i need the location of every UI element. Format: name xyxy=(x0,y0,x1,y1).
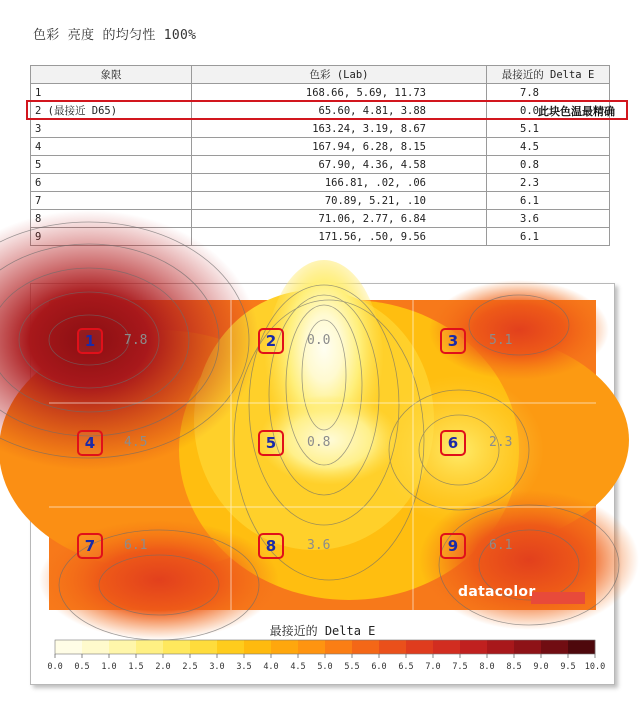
legend-tick-label: 2.0 xyxy=(155,662,171,672)
quadrant-value-1: 7.8 xyxy=(124,333,148,348)
legend-swatch xyxy=(541,640,568,654)
quadrant-value-6: 2.3 xyxy=(489,435,513,450)
quadrant-cell: 4 xyxy=(31,138,192,156)
quadrant-badge-1: 1 xyxy=(77,328,103,354)
quadrant-cell: 2 (最接近 D65) xyxy=(31,102,192,120)
legend-tick-label: 5.5 xyxy=(344,662,360,672)
legend-swatch xyxy=(271,640,298,654)
quadrant-value-3: 5.1 xyxy=(489,333,513,348)
table-row xyxy=(31,84,610,102)
quadrant-badge-4: 4 xyxy=(77,430,103,456)
highlight-note: 此块色温最精确 xyxy=(538,105,615,118)
legend-swatch xyxy=(190,640,217,654)
legend-tick-label: 1.5 xyxy=(128,662,144,672)
quadrant-badge-8: 8 xyxy=(258,533,284,559)
datacolor-logo: datacolor xyxy=(458,584,536,600)
quadrant-badge-7: 7 xyxy=(77,533,103,559)
col-header-lab: 色彩 (Lab) xyxy=(192,66,487,84)
legend-swatch xyxy=(325,640,352,654)
delta-cell: 2.3 xyxy=(487,174,610,192)
quadrant-value-5: 0.8 xyxy=(307,435,331,450)
legend-tick-label: 0.0 xyxy=(47,662,63,672)
legend-swatch xyxy=(487,640,514,654)
legend-swatch xyxy=(163,640,190,654)
page-title: 色彩 亮度 的均匀性 100% xyxy=(33,28,197,43)
lab-cell: 163.24, 3.19, 8.67 xyxy=(192,120,487,138)
legend-swatch xyxy=(514,640,541,654)
lab-cell: 168.66, 5.69, 11.73 xyxy=(192,84,487,102)
legend-tick-label: 8.5 xyxy=(506,662,522,672)
quadrant-badge-6: 6 xyxy=(440,430,466,456)
quadrant-badge-5: 5 xyxy=(258,430,284,456)
lab-cell: 67.90, 4.36, 4.58 xyxy=(192,156,487,174)
delta-cell: 5.1 xyxy=(487,120,610,138)
legend-tick-label: 2.5 xyxy=(182,662,198,672)
lab-cell: 71.06, 2.77, 6.84 xyxy=(192,210,487,228)
quadrant-cell: 6 xyxy=(31,174,192,192)
quadrant-badge-3: 3 xyxy=(440,328,466,354)
legend-swatch xyxy=(82,640,109,654)
quadrant-badge-2: 2 xyxy=(258,328,284,354)
legend-tick-label: 7.0 xyxy=(425,662,441,672)
legend-swatch xyxy=(406,640,433,654)
legend-tick-label: 6.5 xyxy=(398,662,414,672)
legend-swatch xyxy=(244,640,271,654)
legend-tick-label: 7.5 xyxy=(452,662,468,672)
legend-tick-label: 4.5 xyxy=(290,662,306,672)
legend-tick-label: 5.0 xyxy=(317,662,333,672)
legend-tick-label: 0.5 xyxy=(74,662,90,672)
delta-cell: 6.1 xyxy=(487,192,610,210)
quadrant-cell: 3 xyxy=(31,120,192,138)
legend-tick-label: 9.5 xyxy=(560,662,576,672)
table-row xyxy=(31,138,610,156)
legend-swatch xyxy=(352,640,379,654)
legend-swatch xyxy=(379,640,406,654)
lab-cell: 167.94, 6.28, 8.15 xyxy=(192,138,487,156)
legend-tick-label: 3.0 xyxy=(209,662,225,672)
quadrant-value-2: 0.0 xyxy=(307,333,331,348)
legend-tick-label: 6.0 xyxy=(371,662,387,672)
quadrant-value-9: 6.1 xyxy=(489,538,513,553)
table-header-row xyxy=(31,66,610,84)
legend-swatch xyxy=(109,640,136,654)
table-row xyxy=(31,156,610,174)
legend-tick-label: 8.0 xyxy=(479,662,495,672)
uniformity-report-panel xyxy=(30,283,615,685)
legend-tick-label: 10.0 xyxy=(584,662,606,672)
legend-tick-label: 3.5 xyxy=(236,662,252,672)
table-row xyxy=(31,174,610,192)
delta-cell: 0.0 xyxy=(487,102,610,120)
legend-tick-label: 4.0 xyxy=(263,662,279,672)
lab-cell: 65.60, 4.81, 3.88 xyxy=(192,102,487,120)
legend-swatch xyxy=(433,640,460,654)
lab-cell: 70.89, 5.21, .10 xyxy=(192,192,487,210)
legend-swatch xyxy=(136,640,163,654)
legend-swatch xyxy=(55,640,82,654)
legend-title: 最接近的 Delta E xyxy=(269,624,376,638)
quadrant-value-8: 3.6 xyxy=(307,538,331,553)
brand-stripe xyxy=(531,592,585,604)
col-header-delta: 最接近的 Delta E xyxy=(487,66,610,84)
table-row xyxy=(31,102,610,120)
legend-swatch xyxy=(568,640,595,654)
table-row xyxy=(31,120,610,138)
col-header-quadrant: 象限 xyxy=(31,66,192,84)
legend-swatch xyxy=(217,640,244,654)
legend-tick-label: 1.0 xyxy=(101,662,117,672)
quadrant-cell: 7 xyxy=(31,192,192,210)
quadrant-cell: 1 xyxy=(31,84,192,102)
quadrant-badge-9: 9 xyxy=(440,533,466,559)
quadrant-value-7: 6.1 xyxy=(124,538,148,553)
lab-cell: 166.81, .02, .06 xyxy=(192,174,487,192)
delta-cell: 7.8 xyxy=(487,84,610,102)
delta-cell: 3.6 xyxy=(487,210,610,228)
quadrant-cell: 5 xyxy=(31,156,192,174)
lab-cell: 171.56, .50, 9.56 xyxy=(192,228,487,246)
delta-e-color-scale xyxy=(47,640,606,676)
table-row xyxy=(31,192,610,210)
delta-cell: 0.8 xyxy=(487,156,610,174)
quadrant-value-4: 4.5 xyxy=(124,435,148,450)
legend-swatch xyxy=(460,640,487,654)
legend-swatch xyxy=(298,640,325,654)
delta-cell: 6.1 xyxy=(487,228,610,246)
delta-cell: 4.5 xyxy=(487,138,610,156)
legend-tick-label: 9.0 xyxy=(533,662,549,672)
